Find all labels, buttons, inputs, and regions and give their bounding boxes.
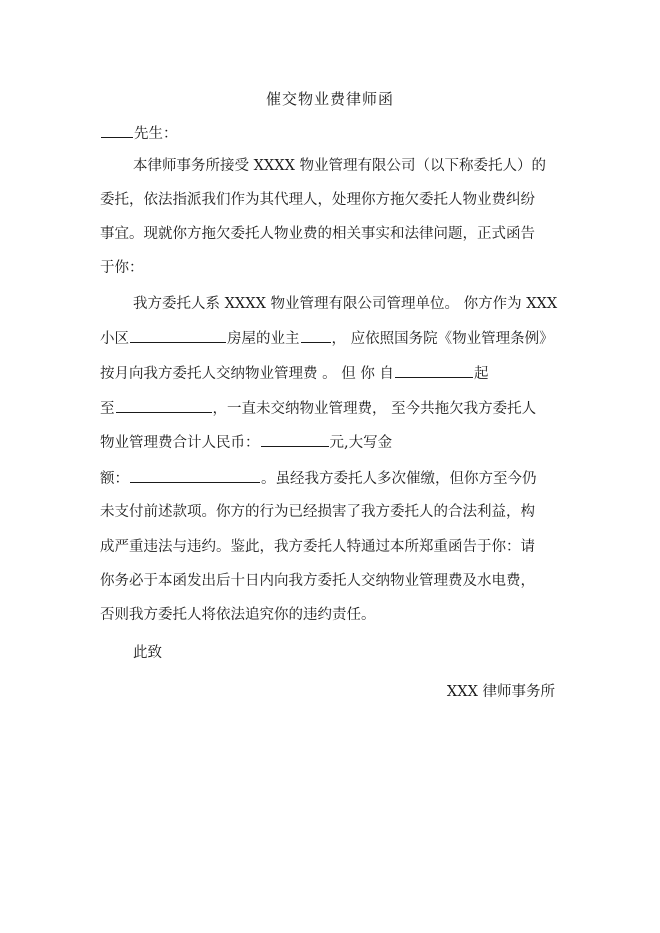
p2-line-2-part-c: ， 应依照国务院《物业管理条例》 — [331, 331, 554, 347]
p2-line-3-part-a: 按月向我方委托人交纳物业管理费 。 但 你 自 — [100, 366, 394, 382]
p2-line-10: 否则我方委托人将依法追究你的违约责任。 — [100, 607, 376, 623]
p2-line-7: 未支付前述款项。你方的行为已经损害了我方委托人的合法利益，构 — [100, 504, 535, 520]
addressee-suffix: 先生： — [134, 126, 178, 142]
owner-name-blank — [301, 328, 331, 343]
addressee-name-blank — [101, 123, 133, 138]
p2-line-5-part-b: 元,大写金 — [329, 435, 393, 451]
p2-line-2 — [100, 328, 554, 349]
p2-line-5 — [100, 432, 392, 453]
p1-line-1: 本律师事务所接受 XXXX 物业管理有限公司（以下称委托人）的 — [133, 158, 547, 174]
p1-line-4: 于你： — [100, 260, 144, 276]
p2-line-6-part-b: 。虽经我方委托人多次催缴，但你方至今仍 — [261, 471, 537, 487]
addressee-line — [100, 123, 178, 144]
letter-title: 催交物业费律师函 — [265, 90, 394, 108]
closing: 此致 — [133, 645, 162, 661]
p2-line-6 — [100, 468, 537, 489]
p2-line-5-part-a: 物业管理费合计人民币： — [100, 435, 260, 451]
p2-line-3-part-b: 起 — [473, 366, 489, 382]
p2-line-2-part-a: 小区 — [100, 331, 129, 347]
amount-blank — [261, 432, 329, 447]
p2-line-1: 我方委托人系 XXXX 物业管理有限公司管理单位。 你方作为 XXX — [133, 296, 558, 312]
p2-line-9: 你务必于本函发出后十日内向我方委托人交纳物业管理费及水电费， — [100, 573, 535, 589]
p1-line-2: 委托，依法指派我们作为其代理人，处理你方拖欠委托人物业费纠纷 — [100, 192, 535, 208]
community-blank — [130, 328, 226, 343]
p2-line-4 — [100, 398, 536, 419]
amount-words-blank — [130, 468, 260, 483]
signature: XXX 律师事务所 — [446, 684, 555, 700]
p2-line-8: 成严重违法与违约。鉴此，我方委托人特通过本所郑重函告于你：请 — [100, 539, 535, 555]
p2-line-4-part-a: 至 — [100, 401, 115, 417]
p2-line-4-part-b: ，一直未交纳物业管理费， 至今共拖欠我方委托人 — [212, 401, 537, 417]
start-date-blank — [395, 363, 473, 378]
p1-line-3: 事宜。现就你方拖欠委托人物业费的相关事实和法律问题，正式函告 — [100, 226, 535, 242]
p2-line-6-part-a: 额： — [100, 471, 129, 487]
p2-line-3 — [100, 363, 488, 384]
end-date-blank — [116, 398, 212, 413]
p2-line-2-part-b: 房屋的业主 — [227, 331, 300, 347]
